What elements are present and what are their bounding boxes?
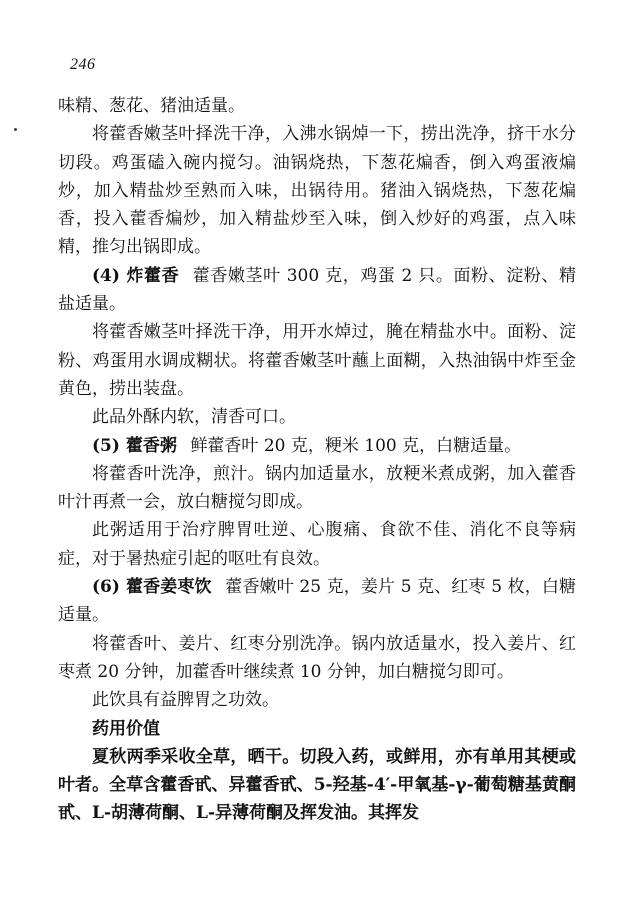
recipe-title: (4) 炸藿香 [92,265,180,286]
recipe-ingredients: 藿香嫩叶 25 克，姜片 5 克、红枣 5 枚，白糖适量。 [58,577,576,626]
paragraph: 此品外酥内软，清香可口。 [92,407,296,428]
recipe-paragraph [58,573,576,630]
paragraph: 将藿香叶、姜片、红枣分别洗净。锅内放适量水，投入姜片、红枣煮 20 分钟，加藿香叶继续煮 10 分钟，加白糖搅匀即可。 [58,633,576,682]
paragraph-bold: 夏秋两季采收全草，晒干。切段入药，或鲜用，亦有单用其梗或叶者。全草含藿香甙、异藿香甙、5-羟基-4′-甲氧基-γ-葡萄糖基黄酮甙、L-胡薄荷酮、L-异薄荷酮及挥发油。其挥发 [58,746,576,824]
paragraph: 将藿香嫩茎叶择洗干净，用开水焯过，腌在精盐水中。面粉、淀粉、鸡蛋用水调成糊状。将藿香嫩茎叶蘸上面糊，入热油锅中炸至金黄色，捞出装盘。 [58,322,576,399]
recipe-title: (6) 藿香姜枣饮 [92,577,212,598]
recipe-ingredients: 鲜藿香叶 20 克，粳米 100 克，白糖适量。 [190,435,522,456]
paragraph-continuation: 味精、葱花、猪油适量。 [58,96,245,116]
paragraph: 此粥适用于治疗脾胃吐逆、心腹痛、食欲不佳、消化不良等病症，对于暑热症引起的呕吐有良效。 [58,520,576,569]
page-number: 246 [70,56,96,73]
recipe-paragraph [58,262,576,319]
paragraph: 将藿香叶洗净，煎汁。锅内加适量水，放粳米煮成粥，加入藿香叶汁再煮一会，放白糖搅匀即成。 [58,463,576,513]
paragraph: 此饮具有益脾胃之功效。 [92,690,279,711]
section-heading: 药用价值 [92,718,160,739]
recipe-ingredients: 藿香嫩茎叶 300 克，鸡蛋 2 只。面粉、淀粉、精盐适量。 [58,265,576,315]
paragraph: 将藿香嫩茎叶择洗干净，入沸水锅焯一下，捞出洗净，挤干水分切段。鸡蛋磕入碗内搅匀。油锅烧热，下葱花煸香，倒入鸡蛋液煸炒，加入精盐炒至熟而入味，出锅待用。猪油入锅烧热，下葱花煸香，投入藿香煸炒，加入精盐炒至入味，倒入炒好的鸡蛋，点入味精，推匀出锅即成。 [58,124,576,258]
recipe-paragraph [58,432,576,460]
recipe-title: (5) 藿香粥 [92,435,177,456]
body-text [58,92,576,828]
scan-speck [14,128,17,131]
